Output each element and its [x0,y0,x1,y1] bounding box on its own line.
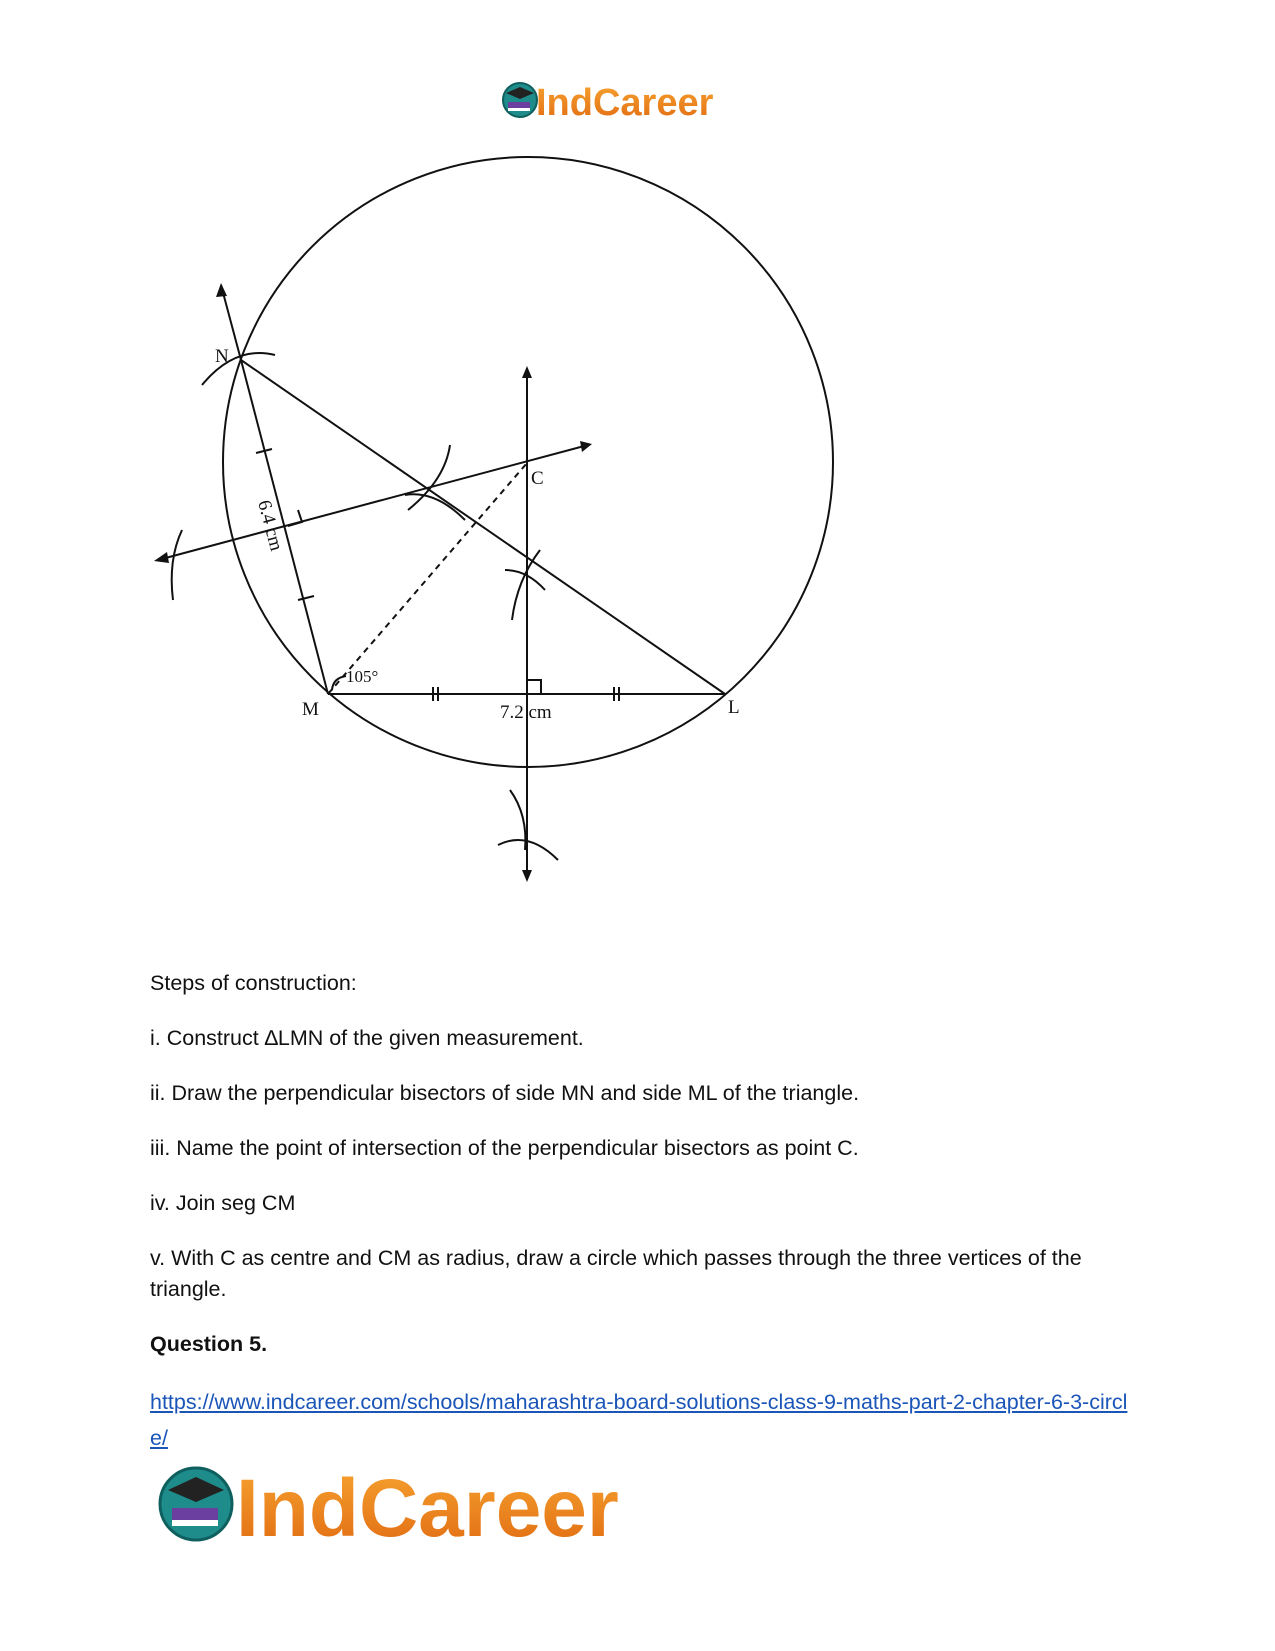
label-l: L [728,697,740,718]
logo-text: IndCareer [536,82,714,124]
radius-cm [328,463,527,694]
step-item: v. With C as centre and CM as radius, draw a circle which passes through the three vertices of the triangle. [150,1246,1082,1301]
logo-graphic [500,78,780,128]
step-item: ii. Draw the perpendicular bisectors of side MN and side ML of the triangle. [150,1081,860,1105]
label-m: M [302,699,319,720]
question-heading: Question 5. [150,1332,268,1356]
solutions-link[interactable]: https://www.indcareer.com/schools/maharashtra-board-solutions-class-9-maths-part-2-chapter-6-3-circle/ [150,1390,1128,1450]
logo-text: IndCareer [236,1463,619,1554]
step-item: iv. Join seg CM [150,1191,296,1215]
indcareer-logo-top [500,78,780,128]
label-n: N [215,346,229,367]
steps-heading: Steps of construction: [150,971,357,995]
label-side-mn: 6.4 cm [253,497,287,554]
side-nl [241,360,725,694]
step-item: iii. Name the point of intersection of the perpendicular bisectors as point C. [150,1136,859,1160]
circumcircle-diagram [150,150,890,940]
globe-book-icon [503,83,537,117]
globe-book-icon [160,1468,232,1540]
logo-graphic [158,1462,698,1552]
label-side-ml: 7.2 cm [500,702,552,723]
label-angle-m: 105° [346,667,379,686]
label-c: C [531,468,544,489]
step-item: i. Construct ∆LMN of the given measurement. [150,1026,584,1050]
construction-figure [150,150,890,940]
steps-section [150,968,1140,1456]
indcareer-logo-bottom [158,1462,698,1552]
